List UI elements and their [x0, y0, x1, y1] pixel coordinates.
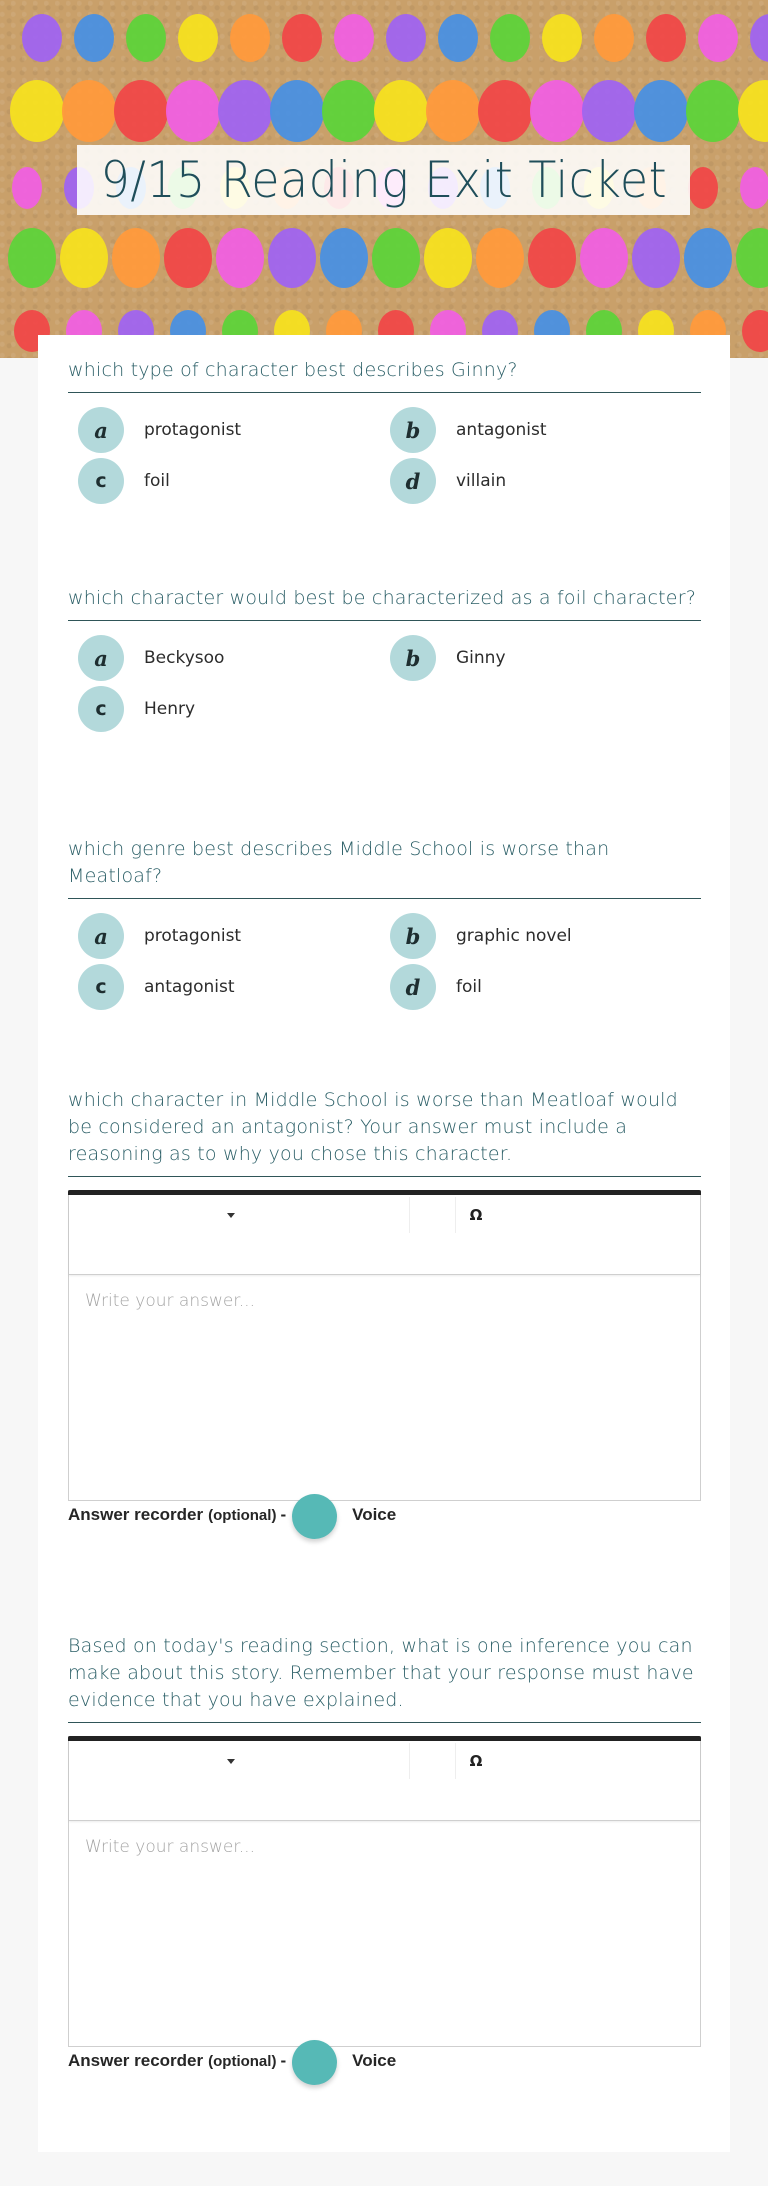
- divider: [68, 1722, 701, 1723]
- dot-decoration: [594, 14, 634, 62]
- option-a[interactable]: [78, 913, 241, 959]
- question-3: [68, 836, 701, 1000]
- rich-text-editor: [68, 1190, 701, 1501]
- option-letter-badge: b: [390, 635, 436, 681]
- dot-decoration: [334, 14, 374, 62]
- dot-decoration: [178, 14, 218, 62]
- recorder-optional-label: (optional): [208, 2052, 277, 2070]
- dot-decoration: [698, 14, 738, 62]
- option-b[interactable]: [390, 913, 572, 959]
- option-letter-badge: a: [78, 913, 124, 959]
- dot-decoration: [530, 80, 584, 142]
- dot-decoration: [322, 80, 376, 142]
- option-letter-badge: b: [390, 407, 436, 453]
- dot-decoration: [646, 14, 686, 62]
- option-letter-badge: a: [78, 635, 124, 681]
- option-label: antagonist: [144, 977, 235, 997]
- dot-decoration: [320, 228, 368, 288]
- answer-recorder: [68, 1492, 396, 1538]
- divider: [68, 620, 701, 621]
- question-title: which type of character best describes Ginny?: [68, 359, 518, 381]
- divider: [68, 1176, 701, 1177]
- dot-decoration: [386, 14, 426, 62]
- special-character-button[interactable]: Ω: [469, 1206, 483, 1224]
- recorder-label: Answer recorder: [68, 2051, 204, 2070]
- option-letter-badge: c: [78, 964, 124, 1010]
- dot-decoration: [528, 228, 576, 288]
- dot-decoration: [582, 80, 636, 142]
- divider: [68, 392, 701, 393]
- option-label: Beckysoo: [144, 648, 225, 668]
- dot-decoration: [164, 228, 212, 288]
- toolbar-button[interactable]: [410, 1195, 455, 1235]
- question-1: [68, 357, 701, 494]
- dot-decoration: [270, 80, 324, 142]
- special-character-button[interactable]: Ω: [469, 1752, 483, 1770]
- divider: [68, 898, 701, 899]
- option-label: Henry: [144, 699, 196, 719]
- dot-decoration: [740, 167, 768, 209]
- question-title: Based on today's reading section, what is one inference you can make about this story. Remember that your response must have evidence that you have explained.: [68, 1635, 694, 1711]
- dot-decoration: [490, 14, 530, 62]
- option-label: foil: [456, 977, 482, 997]
- option-b[interactable]: [390, 635, 506, 681]
- dot-decoration: [268, 228, 316, 288]
- option-b[interactable]: [390, 407, 547, 453]
- rich-text-editor: [68, 1736, 701, 2047]
- option-letter-badge: d: [390, 964, 436, 1010]
- dot-decoration: [426, 80, 480, 142]
- recorder-dash: -: [280, 1505, 287, 1524]
- option-c[interactable]: [78, 964, 235, 1010]
- header-banner: [0, 0, 768, 358]
- dot-decoration: [686, 80, 740, 142]
- dot-decoration: [478, 80, 532, 142]
- option-label: protagonist: [144, 420, 242, 440]
- dot-decoration: [580, 228, 628, 288]
- recorder-dash: -: [280, 2051, 287, 2070]
- voice-record-button[interactable]: [292, 1494, 337, 1539]
- dot-decoration: [632, 228, 680, 288]
- dot-decoration: [282, 14, 322, 62]
- dot-decoration: [374, 80, 428, 142]
- format-dropdown[interactable]: [69, 1741, 409, 1781]
- dot-decoration: [74, 14, 114, 62]
- dot-decoration: [476, 228, 524, 288]
- answer-textarea[interactable]: [69, 1821, 700, 2041]
- option-letter-badge: d: [390, 458, 436, 504]
- dot-decoration: [60, 228, 108, 288]
- option-label: antagonist: [456, 420, 547, 440]
- question-5: [68, 1633, 701, 2070]
- answer-textarea[interactable]: [69, 1275, 700, 1495]
- dot-decoration: [438, 14, 478, 62]
- option-a[interactable]: [78, 635, 224, 681]
- voice-label: Voice: [352, 1505, 397, 1524]
- dot-decoration: [742, 310, 768, 352]
- answer-recorder: [68, 2038, 396, 2084]
- page-title: 9/15 Reading Exit Ticket: [100, 151, 667, 209]
- recorder-optional-label: (optional): [208, 1506, 277, 1524]
- option-letter-badge: b: [390, 913, 436, 959]
- dot-decoration: [216, 228, 264, 288]
- option-label: graphic novel: [456, 926, 572, 946]
- editor-toolbar: [69, 1195, 700, 1275]
- dot-decoration: [218, 80, 272, 142]
- option-label: protagonist: [144, 926, 242, 946]
- dot-decoration: [230, 14, 270, 62]
- option-label: Ginny: [456, 648, 506, 668]
- dot-decoration: [372, 228, 420, 288]
- dot-decoration: [114, 80, 168, 142]
- dot-decoration: [542, 14, 582, 62]
- dot-decoration: [62, 80, 116, 142]
- option-c[interactable]: [78, 458, 170, 504]
- title-box: [77, 145, 690, 215]
- dot-decoration: [166, 80, 220, 142]
- voice-record-button[interactable]: [292, 2040, 337, 2085]
- editor-toolbar: [69, 1741, 700, 1821]
- question-title: which genre best describes Middle School is worse than Meatloaf?: [68, 838, 610, 887]
- caret-down-icon: [227, 1213, 235, 1218]
- question-4: [68, 1087, 701, 1524]
- dot-decoration: [126, 14, 166, 62]
- voice-label: Voice: [352, 2051, 397, 2070]
- dot-decoration: [736, 228, 768, 288]
- dot-decoration: [424, 228, 472, 288]
- dot-decoration: [22, 14, 62, 62]
- question-title: which character in Middle School is worse than Meatloaf would be considered an antagonist? Your answer must include a reasoning as to why you chose this character.: [68, 1089, 678, 1165]
- option-c[interactable]: [78, 686, 195, 732]
- dot-decoration: [634, 80, 688, 142]
- dot-decoration: [112, 228, 160, 288]
- recorder-label: Answer recorder: [68, 1505, 204, 1524]
- dot-decoration: [10, 80, 64, 142]
- question-2: [68, 585, 701, 720]
- dot-decoration: [684, 228, 732, 288]
- question-title: which character would best be characterized as a foil character?: [68, 587, 696, 609]
- option-d[interactable]: [390, 458, 506, 504]
- dot-decoration: [12, 167, 42, 209]
- option-letter-badge: c: [78, 458, 124, 504]
- format-dropdown[interactable]: [69, 1195, 409, 1235]
- dot-decoration: [688, 167, 718, 209]
- caret-down-icon: [227, 1759, 235, 1764]
- option-label: villain: [456, 471, 507, 491]
- option-letter-badge: c: [78, 686, 124, 732]
- dot-decoration: [750, 14, 768, 62]
- toolbar-button[interactable]: [410, 1741, 455, 1781]
- option-letter-badge: a: [78, 407, 124, 453]
- worksheet-card: [38, 335, 730, 2152]
- dot-decoration: [8, 228, 56, 288]
- option-d[interactable]: [390, 964, 482, 1010]
- option-label: foil: [144, 471, 170, 491]
- dot-decoration: [738, 80, 768, 142]
- option-a[interactable]: [78, 407, 241, 453]
